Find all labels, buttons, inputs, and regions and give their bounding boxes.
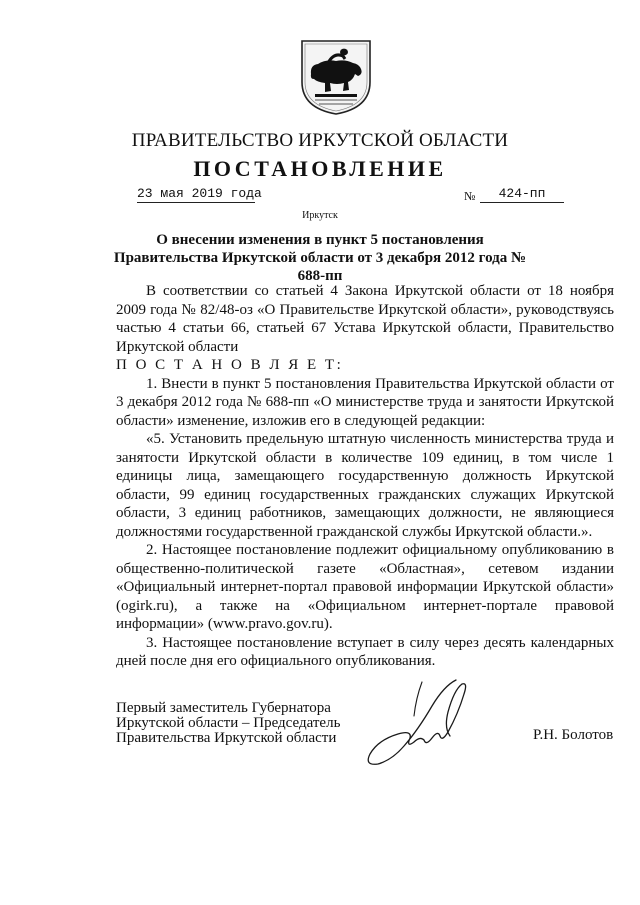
signer-position-line: Первый заместитель Губернатора: [116, 700, 331, 716]
document-number: 424-пп: [480, 186, 564, 203]
number-sign: №: [464, 189, 476, 203]
decree-word: П О С Т А Н О В Л Я Е Т:: [116, 357, 344, 373]
signer-position-line: Иркутской области – Председатель: [116, 715, 341, 731]
paragraph-2: 2. Настоящее постановление подлежит официальному опубликованию в общественно-политической газете «Областная», сетевом издании «Официальный интернет-портал правовой информации Иркутской области» (ogirk.ru), а также на «Официальном интернет-портале правовой информации» (www.pravo.gov.ru).: [116, 542, 614, 632]
paragraph-1: 1. Внести в пункт 5 постановления Правительства Иркутской области от 3 декабря 2012 года № 688-пп «О министерстве труда и занятости Иркутской области» изменение, изложив его в следующей редакции:: [116, 375, 614, 429]
paragraph-3: 3. Настоящее постановление вступает в силу через десять календарных дней после дня его официального опубликования.: [116, 634, 614, 669]
city: Иркутск: [302, 210, 338, 221]
signer-position: [116, 701, 340, 746]
coat-of-arms-icon: [298, 38, 374, 116]
paragraph-1-quote: «5. Установить предельную штатную численность министерства труда и занятости Иркутской области в количестве 109 единиц, в том числе 1 единицы лица, замещающего государственную должность Иркутской области, 99 единиц государственных гражданских служащих Иркутской области, 3 единиц работников, замещающих должности, не являющиеся должностями государственной гражданской службы Иркутской области.».: [116, 431, 614, 540]
handwritten-signature-icon: [352, 676, 482, 770]
government-name: ПРАВИТЕЛЬСТВО ИРКУТСКОЙ ОБЛАСТИ: [131, 130, 509, 151]
signer-name: Р.Н. Болотов: [533, 727, 614, 743]
document-body: [116, 282, 614, 671]
preamble-paragraph: В соответствии со статьей 4 Закона Иркутской области от 18 ноября 2009 года № 82/48-оз «О Правительстве Иркутской области», руководствуясь частью 4 статьи 66, статьей 67 Устава Иркутской области, Правительство Иркутской области: [116, 283, 614, 355]
document-type: ПОСТАНОВЛЕНИЕ: [193, 156, 447, 181]
document-date: 23 мая 2019 года: [137, 186, 262, 201]
document-title: О внесении изменения в пункт 5 постановления Правительства Иркутской области от 3 декабря 2012 года № 688-пп: [113, 232, 527, 284]
signer-position-line: Правительства Иркутской области: [116, 730, 337, 746]
